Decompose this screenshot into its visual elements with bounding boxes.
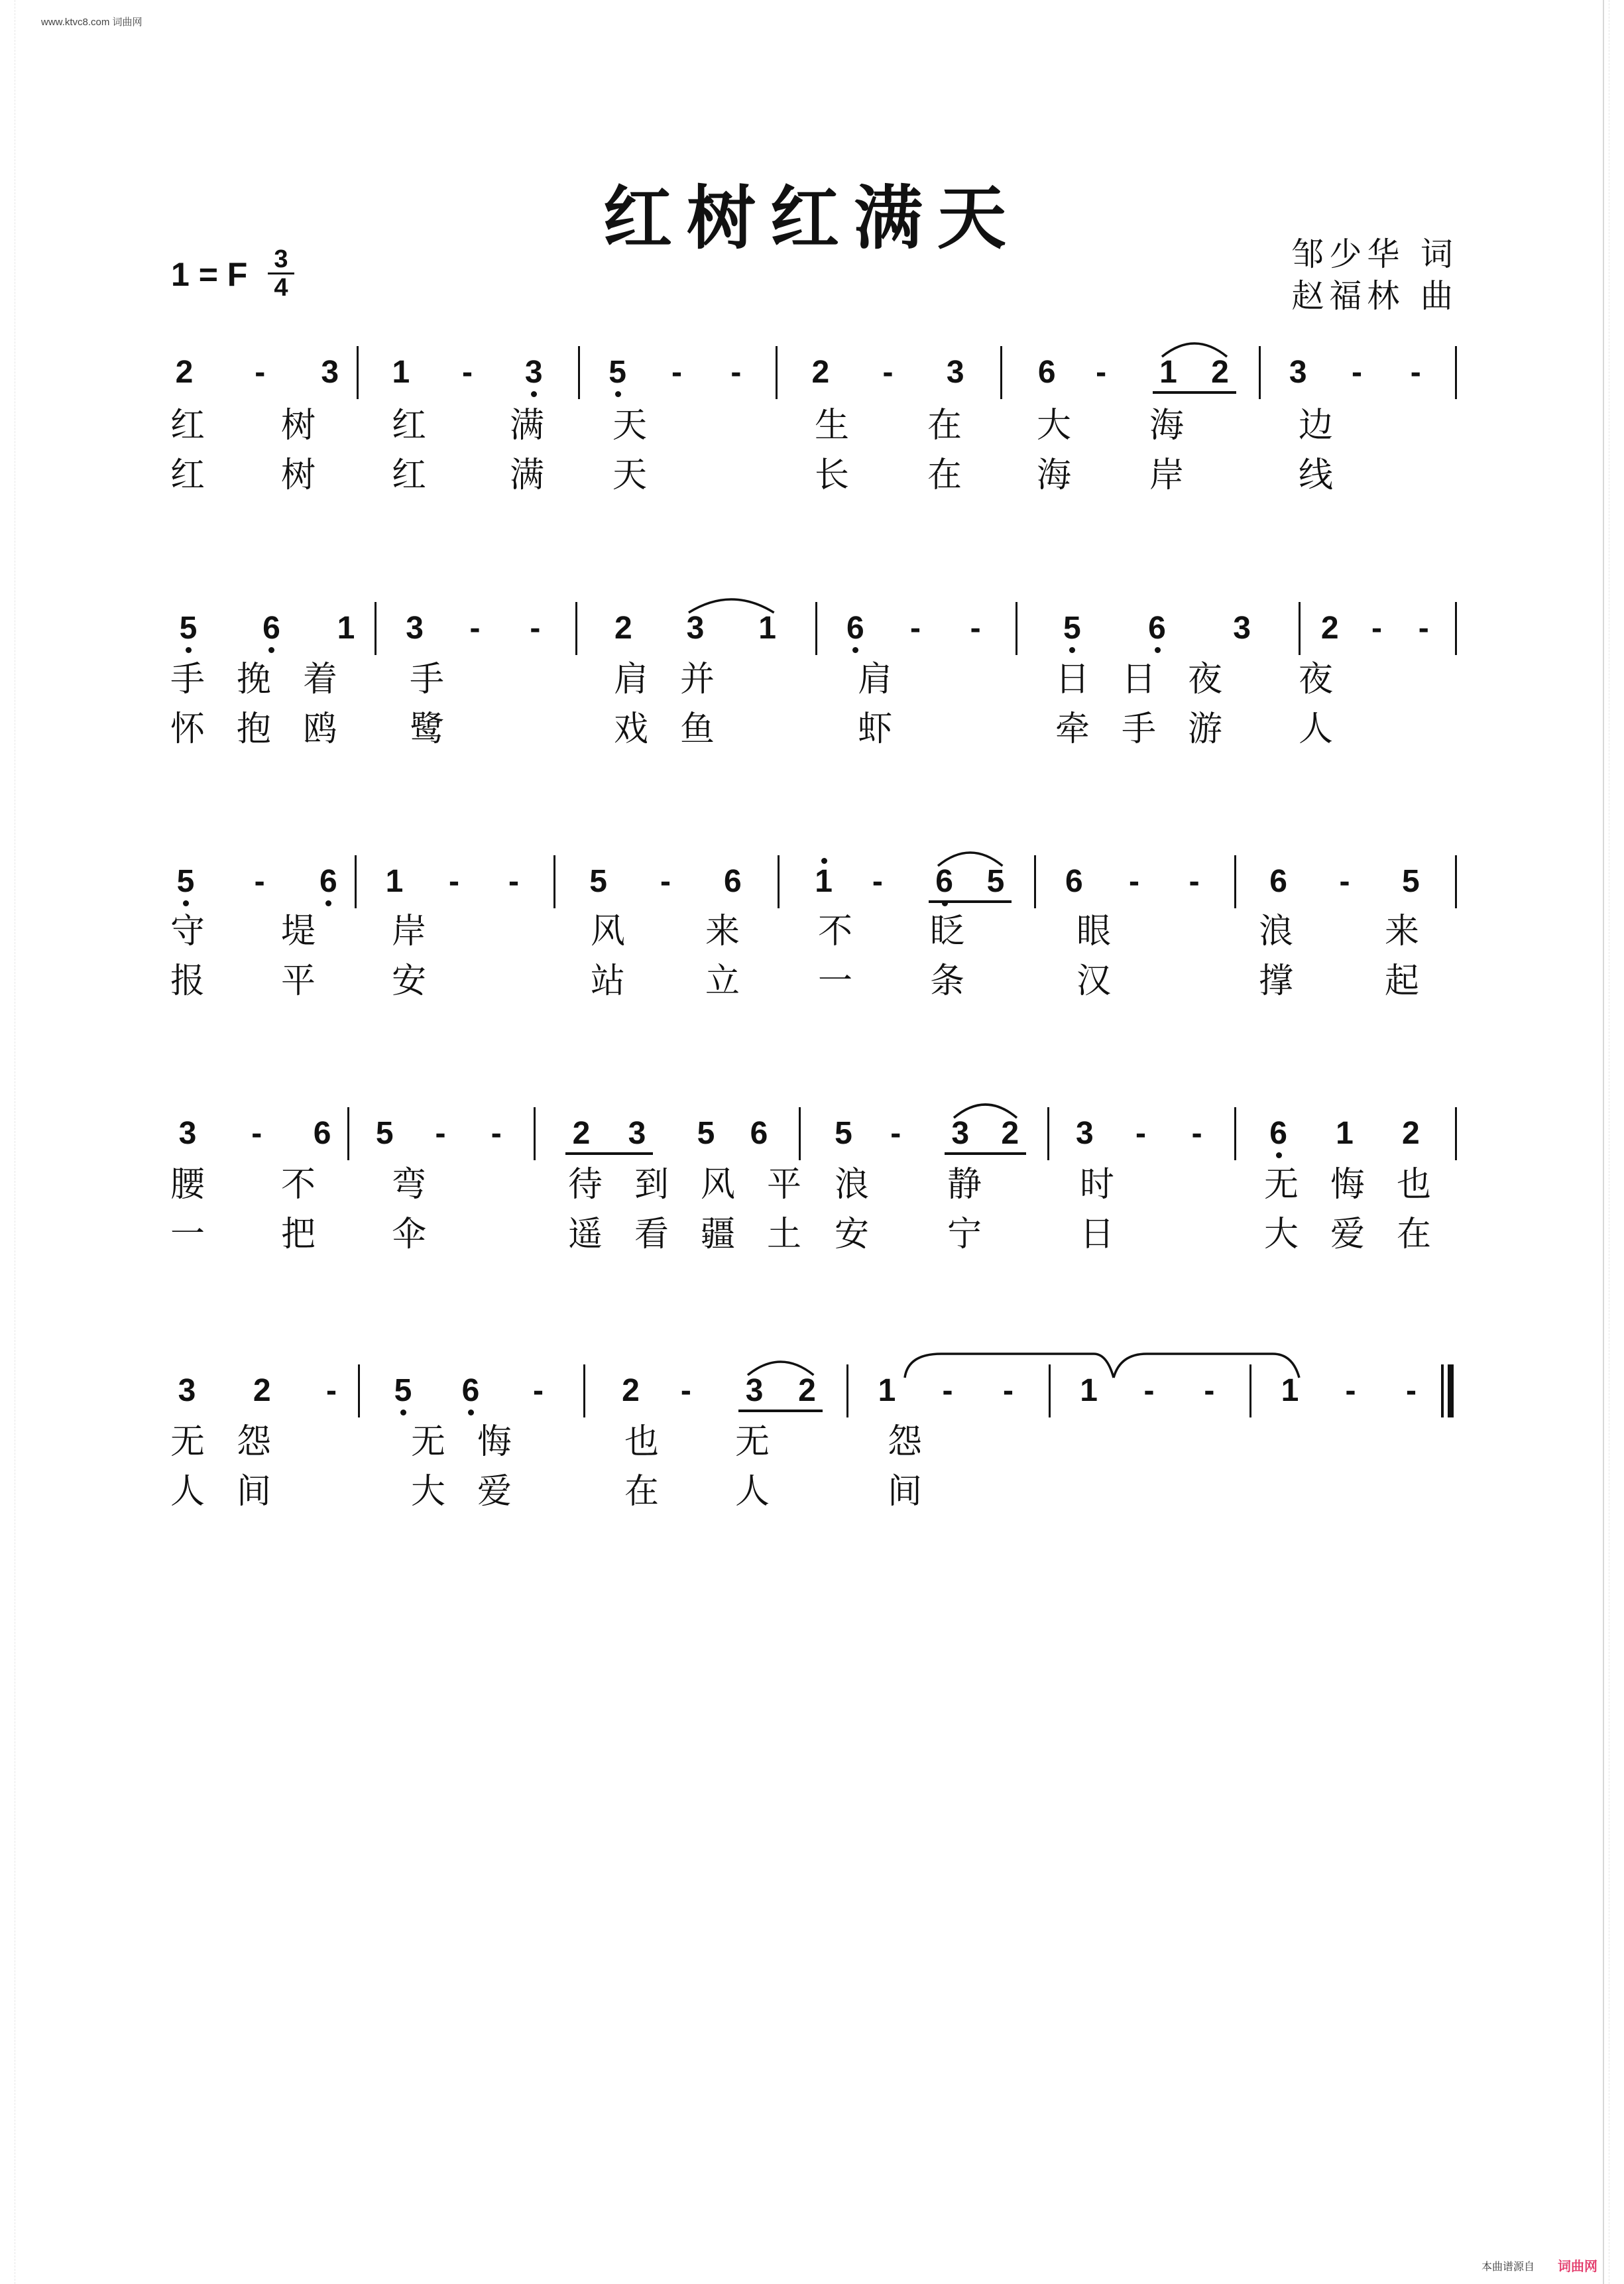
lyric-char: 着	[302, 660, 337, 699]
beam-underline	[1153, 391, 1236, 394]
lyric-char: 岸	[1149, 455, 1184, 495]
lyric-char: 眨	[929, 912, 964, 951]
time-signature-top: 3	[274, 245, 288, 273]
lyric-char: 弯	[391, 1165, 426, 1205]
lyric-char: 无	[1263, 1165, 1299, 1205]
note: 5	[1402, 864, 1420, 899]
octave-dot-below	[468, 1410, 474, 1415]
lyric-char: 树	[280, 455, 316, 495]
barline	[776, 346, 778, 399]
note: 3	[628, 1116, 646, 1151]
dash-note: -	[1352, 355, 1362, 390]
lyric-char: 并	[679, 660, 715, 699]
lyric-char: 天	[612, 455, 647, 495]
lyric-char: 待	[567, 1165, 603, 1205]
lyric-char: 安	[834, 1215, 869, 1254]
note: 6	[935, 864, 953, 899]
barline	[1259, 346, 1261, 399]
barline	[799, 1107, 801, 1160]
barline	[583, 1364, 585, 1417]
lyric-char: 风	[700, 1165, 735, 1205]
dash-note: -	[1345, 1373, 1356, 1408]
barline	[1234, 855, 1236, 908]
lyric-char: 夜	[1298, 660, 1333, 699]
lyric-char: 立	[705, 961, 740, 1001]
lyric-char: 安	[391, 961, 426, 1001]
barline	[575, 602, 577, 655]
lyric-char: 风	[590, 912, 625, 951]
note: 2	[1402, 1116, 1420, 1151]
lyric-char: 手	[170, 660, 205, 699]
note: 1	[878, 1373, 896, 1408]
lyric-char: 大	[410, 1472, 445, 1512]
dash-note: -	[872, 864, 883, 899]
barline	[1455, 855, 1457, 908]
note: 3	[178, 1116, 197, 1151]
barline	[815, 602, 817, 655]
note: 2	[572, 1116, 591, 1151]
lyric-char: 不	[280, 1165, 316, 1205]
dash-note: -	[1371, 611, 1382, 646]
lyric-char: 爱	[1330, 1215, 1365, 1254]
lyric-char: 满	[509, 455, 544, 495]
lyric-char: 在	[927, 406, 962, 446]
lyric-char: 戏	[613, 709, 648, 749]
lyric-char: 疆	[700, 1215, 735, 1254]
barline	[1234, 1107, 1236, 1160]
note: 2	[1001, 1116, 1019, 1151]
lyric-char: 看	[634, 1215, 669, 1254]
dash-note: -	[1143, 1373, 1155, 1408]
octave-dot-below	[400, 1410, 406, 1415]
dash-note: -	[462, 355, 473, 390]
lyric-char: 悔	[1330, 1165, 1365, 1205]
note: 6	[724, 864, 742, 899]
note: 1	[337, 611, 355, 646]
octave-dot-below	[186, 647, 192, 653]
lyric-char: 边	[1298, 406, 1333, 446]
note: 3	[946, 355, 964, 390]
lyric-char: 条	[929, 961, 964, 1001]
lyric-char: 鱼	[679, 709, 715, 749]
beam-underline	[738, 1410, 823, 1412]
octave-dot-below	[615, 391, 621, 397]
barline	[1034, 855, 1036, 908]
lyric-char: 一	[817, 961, 852, 1001]
lyric-char: 手	[409, 660, 444, 699]
lyric-char: 起	[1384, 961, 1419, 1001]
dash-note: -	[1191, 1116, 1202, 1151]
footer-logo[interactable]: 词曲网	[1558, 2258, 1597, 2274]
note: 2	[1211, 355, 1229, 390]
note: 1	[1336, 1116, 1354, 1151]
note: 1	[1080, 1373, 1098, 1408]
lyric-char: 怨	[887, 1422, 922, 1462]
note: 6	[262, 611, 280, 646]
lyric-char: 线	[1298, 455, 1333, 495]
dash-note: -	[469, 611, 481, 646]
dash-note: -	[942, 1373, 953, 1408]
lyric-char: 无	[410, 1422, 445, 1462]
note: 6	[846, 611, 864, 646]
time-signature-bottom: 4	[274, 274, 288, 302]
lyric-char: 肩	[857, 660, 892, 699]
note: 5	[609, 355, 626, 390]
lyric-char: 海	[1036, 455, 1071, 495]
note: 6	[461, 1373, 480, 1408]
dash-note: -	[533, 1373, 544, 1408]
note: 3	[321, 355, 339, 390]
lyric-char: 满	[509, 406, 544, 446]
barline	[846, 1364, 848, 1417]
lyric-char: 肩	[613, 660, 648, 699]
lyric-char: 一	[170, 1215, 205, 1254]
lyric-char: 浪	[1258, 912, 1293, 951]
lyric-char: 红	[391, 406, 426, 446]
dash-note: -	[1003, 1373, 1014, 1408]
lyric-char: 静	[947, 1165, 982, 1205]
dash-note: -	[1129, 864, 1139, 899]
lyric-char: 大	[1036, 406, 1071, 446]
note: 3	[178, 1373, 196, 1408]
lyric-char: 堤	[280, 912, 316, 951]
note: 3	[951, 1116, 970, 1151]
lyric-char: 遥	[567, 1215, 603, 1254]
barline	[355, 855, 357, 908]
dash-note: -	[730, 355, 742, 390]
lyric-char: 虾	[857, 709, 892, 749]
dash-note: -	[1096, 355, 1107, 390]
left-margin-strip	[0, 0, 15, 2284]
note: 1	[1159, 355, 1177, 390]
note: 5	[835, 1116, 852, 1151]
octave-dot-below	[1155, 647, 1161, 653]
note: 6	[750, 1116, 768, 1151]
lyric-char: 也	[624, 1422, 659, 1462]
key-signature: 1 = F	[171, 256, 248, 293]
lyric-char: 不	[817, 912, 852, 951]
note: 5	[1063, 611, 1081, 646]
lyric-char: 生	[814, 406, 849, 446]
dash-note: -	[671, 355, 682, 390]
note: 5	[394, 1373, 412, 1408]
note: 1	[385, 864, 404, 899]
lyric-char: 鸥	[302, 709, 337, 749]
note: 5	[697, 1116, 715, 1151]
note: 3	[406, 611, 424, 646]
lyric-char: 怨	[236, 1422, 271, 1462]
right-margin-strip	[1609, 0, 1624, 2284]
note: 6	[319, 864, 337, 899]
octave-dot-below	[183, 900, 189, 906]
beam-underline	[945, 1152, 1026, 1155]
barline	[1047, 1107, 1049, 1160]
final-barline-thin	[1441, 1364, 1444, 1417]
dash-note: -	[530, 611, 541, 646]
lyric-char: 汉	[1076, 961, 1111, 1001]
dash-note: -	[1410, 355, 1421, 390]
barline	[1000, 346, 1002, 399]
barline	[778, 855, 780, 908]
lyric-char: 人	[1298, 709, 1333, 749]
dash-note: -	[660, 864, 671, 899]
lyric-char: 来	[705, 912, 740, 951]
lyric-char: 红	[170, 455, 205, 495]
note: 2	[1320, 611, 1339, 646]
note: 6	[1269, 1116, 1287, 1151]
note: 3	[1289, 355, 1307, 390]
lyric-char: 大	[1263, 1215, 1299, 1254]
barline	[578, 346, 580, 399]
dash-note: -	[1406, 1373, 1417, 1408]
barline	[1015, 602, 1017, 655]
lyric-char: 宁	[947, 1215, 982, 1254]
dash-note: -	[1418, 611, 1429, 646]
lyric-char: 无	[170, 1422, 205, 1462]
octave-dot-above	[821, 858, 827, 864]
composer-credit: 赵福林 曲	[1291, 277, 1458, 315]
note: 2	[798, 1373, 816, 1408]
octave-dot-below	[1069, 647, 1075, 653]
dash-note: -	[449, 864, 459, 899]
final-barline-thick	[1448, 1364, 1454, 1417]
dash-note: -	[890, 1116, 901, 1151]
note: 3	[524, 355, 543, 390]
octave-dot-below	[325, 900, 331, 906]
time-signature	[268, 247, 294, 300]
note: 2	[175, 355, 194, 390]
lyric-char: 报	[170, 961, 205, 1001]
footer-source-text: 本曲谱源自	[1481, 2260, 1535, 2273]
lyric-char: 间	[887, 1472, 922, 1512]
lyric-char: 平	[766, 1165, 801, 1205]
note: 6	[1148, 611, 1166, 646]
dash-note: -	[680, 1373, 691, 1408]
note: 1	[392, 355, 410, 390]
lyric-char: 人	[170, 1472, 205, 1512]
lyric-char: 在	[1396, 1215, 1431, 1254]
lyric-char: 在	[927, 455, 962, 495]
lyric-char: 站	[590, 961, 625, 1001]
note: 2	[253, 1373, 271, 1408]
lyric-char: 红	[170, 406, 205, 446]
lyric-char: 长	[814, 455, 849, 495]
lyric-char: 挽	[236, 660, 271, 699]
barline	[1455, 602, 1457, 655]
dash-note: -	[1204, 1373, 1215, 1408]
dash-note: -	[1339, 864, 1350, 899]
dash-note: -	[325, 1373, 337, 1408]
note: 5	[986, 864, 1005, 899]
dash-note: -	[491, 1116, 502, 1151]
note: 1	[758, 611, 776, 646]
note: 5	[589, 864, 607, 899]
lyric-char: 在	[624, 1472, 659, 1512]
barline	[534, 1107, 536, 1160]
lyric-char: 树	[280, 406, 316, 446]
lyric-char: 红	[391, 455, 426, 495]
dash-note: -	[251, 1116, 262, 1151]
lyric-char: 也	[1396, 1165, 1431, 1205]
barline	[553, 855, 555, 908]
octave-dot-below	[1276, 1152, 1282, 1158]
lyric-char: 撑	[1258, 961, 1293, 1001]
beam-underline	[929, 900, 1012, 903]
site-url[interactable]: www.ktvc8.com 词曲网	[41, 17, 143, 28]
lyric-char: 把	[280, 1215, 316, 1254]
lyric-char: 眼	[1076, 912, 1111, 951]
lyric-char: 时	[1079, 1165, 1114, 1205]
lyric-char: 无	[734, 1422, 770, 1462]
song-title: 红树红满天	[603, 177, 1021, 259]
barline	[1249, 1364, 1251, 1417]
note: 2	[811, 355, 830, 390]
note: 6	[313, 1116, 331, 1151]
note: 5	[179, 611, 198, 646]
lyric-char: 浪	[834, 1165, 869, 1205]
note: 3	[686, 611, 705, 646]
lyric-char: 间	[236, 1472, 271, 1512]
barline	[1049, 1364, 1051, 1417]
lyric-char: 手	[1121, 709, 1156, 749]
dash-note: -	[1135, 1116, 1146, 1151]
note: 6	[1269, 864, 1287, 899]
note: 5	[375, 1116, 394, 1151]
lyric-char: 天	[612, 406, 647, 446]
lyric-char: 腰	[170, 1165, 205, 1205]
lyric-char: 日	[1055, 660, 1090, 699]
note: 3	[1076, 1116, 1094, 1151]
barline	[375, 602, 377, 655]
lyricist-credit: 邹少华 词	[1291, 235, 1458, 273]
dash-note: -	[435, 1116, 446, 1151]
lyric-char: 来	[1384, 912, 1419, 951]
note: 3	[1233, 611, 1251, 646]
lyric-char: 平	[280, 961, 316, 1001]
note: 6	[1037, 355, 1056, 390]
note: 2	[622, 1373, 640, 1408]
lyric-char: 人	[734, 1472, 770, 1512]
lyric-char: 抱	[236, 709, 271, 749]
note: 2	[614, 611, 632, 646]
note: 1	[815, 864, 833, 899]
dash-note: -	[910, 611, 921, 646]
lyric-char: 牵	[1055, 709, 1090, 749]
beam-underline	[565, 1152, 653, 1155]
note: 3	[745, 1373, 764, 1408]
lyric-char: 伞	[391, 1215, 426, 1254]
lyric-char: 鹭	[409, 709, 444, 749]
barline	[1299, 602, 1301, 655]
lyric-char: 悔	[477, 1422, 512, 1462]
barline	[1455, 1107, 1457, 1160]
octave-dot-below	[531, 391, 537, 397]
lyric-char: 游	[1187, 709, 1222, 749]
barline	[358, 1364, 360, 1417]
lyric-char: 日	[1079, 1215, 1114, 1254]
barline	[347, 1107, 349, 1160]
lyric-char: 岸	[391, 912, 426, 951]
lyric-char: 爱	[477, 1472, 512, 1512]
lyric-char: 日	[1121, 660, 1156, 699]
lyric-char: 夜	[1187, 660, 1222, 699]
lyric-char: 土	[766, 1215, 801, 1254]
lyric-char: 守	[170, 912, 205, 951]
dash-note: -	[255, 355, 266, 390]
lyric-char: 怀	[170, 709, 205, 749]
dash-note: -	[882, 355, 894, 390]
dash-note: -	[508, 864, 519, 899]
barline	[357, 346, 359, 399]
dash-note: -	[1189, 864, 1200, 899]
dash-note: -	[970, 611, 981, 646]
note: 1	[1281, 1373, 1299, 1408]
lyric-char: 到	[634, 1165, 669, 1205]
octave-dot-below	[268, 647, 274, 653]
dash-note: -	[254, 864, 265, 899]
octave-dot-below	[852, 647, 858, 653]
note: 5	[176, 864, 195, 899]
lyric-char: 海	[1149, 406, 1184, 446]
barline	[1455, 346, 1457, 399]
note: 6	[1065, 864, 1083, 899]
